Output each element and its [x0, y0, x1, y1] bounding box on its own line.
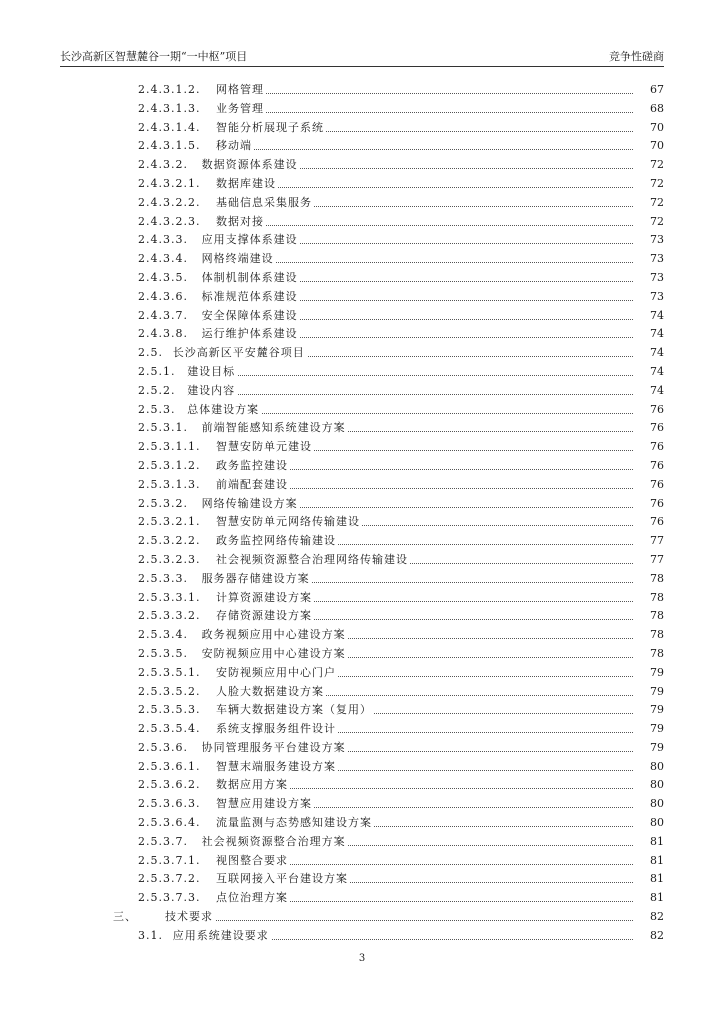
toc-entry-number: 2.5.3.7.: [138, 834, 188, 848]
page-number: 3: [358, 953, 366, 964]
toc-entry-title: 数据对接: [216, 213, 266, 232]
toc-entry-page: 74: [634, 307, 664, 326]
toc-entry-title: 系统支撑服务组件设计: [216, 720, 338, 739]
toc-entry-page: 76: [634, 513, 664, 532]
toc-entry-title: 人脸大数据建设方案: [216, 683, 326, 702]
toc-entry[interactable]: [0, 570, 724, 589]
toc-entry-page: 82: [634, 908, 664, 927]
toc-entry-title: 安全保障体系建设: [202, 307, 300, 326]
toc-entry[interactable]: [0, 589, 724, 608]
toc-entry-page: 79: [634, 701, 664, 720]
toc-entry[interactable]: [0, 476, 724, 495]
table-of-contents: [0, 81, 724, 946]
toc-entry-title: 安防视频应用中心建设方案: [202, 645, 348, 664]
toc-entry-title: 智慧应用建设方案: [216, 795, 314, 814]
toc-entry-number: 2.4.3.6.: [138, 289, 188, 303]
toc-entry-title: 流量监测与态势感知建设方案: [216, 814, 374, 833]
toc-entry-number: 3.1.: [138, 928, 163, 942]
toc-entry-number: 2.5.3.3.1.: [138, 590, 201, 604]
toc-entry-page: 72: [634, 175, 664, 194]
toc-entry-number: 2.5.3.7.3.: [138, 891, 201, 905]
toc-entry[interactable]: [0, 833, 724, 852]
toc-entry-number: 2.5.3.6.4.: [138, 816, 201, 830]
toc-entry-page: 74: [634, 325, 664, 344]
toc-leader-dots: [169, 920, 633, 921]
toc-entry-page: 74: [634, 363, 664, 382]
toc-entry-title: 智慧末端服务建设方案: [216, 758, 338, 777]
toc-entry-number: 2.5.3.6.: [138, 740, 188, 754]
toc-entry-number: 2.5.3.2.2.: [138, 534, 201, 548]
toc-entry-title: 技术要求: [165, 908, 215, 927]
toc-entry-title: 智能分析展现子系统: [216, 119, 326, 138]
toc-entry-title: 网络传输建设方案: [202, 495, 300, 514]
toc-entry-title: 运行维护体系建设: [202, 325, 300, 344]
toc-entry[interactable]: [0, 908, 724, 927]
toc-entry-page: 81: [634, 833, 664, 852]
toc-entry-number: 2.5.3.5.1.: [138, 665, 201, 679]
toc-entry[interactable]: [0, 701, 724, 720]
toc-entry-page: 81: [634, 889, 664, 908]
toc-entry-page: 78: [634, 570, 664, 589]
toc-entry-title: 视图整合要求: [216, 852, 290, 871]
toc-entry-page: 78: [634, 589, 664, 608]
toc-entry-number: 2.5.3.6.2.: [138, 778, 201, 792]
toc-entry-page: 82: [634, 927, 664, 946]
toc-entry-page: 70: [634, 137, 664, 156]
toc-entry-title: 服务器存储建设方案: [202, 570, 312, 589]
toc-entry-number: 2.5.3.1.1.: [138, 440, 201, 454]
toc-entry-page: 78: [634, 645, 664, 664]
toc-entry-number: 2.5.3.2.: [138, 496, 188, 510]
toc-entry-number: 2.5.2.: [138, 383, 176, 397]
toc-entry-number: 2.4.3.4.: [138, 252, 188, 266]
toc-entry-number: 2.5.3.5.2.: [138, 684, 201, 698]
toc-entry-number: 2.4.3.8.: [138, 327, 188, 341]
toc-entry-title: 建设目标: [187, 363, 237, 382]
toc-entry[interactable]: [0, 438, 724, 457]
toc-entry-number: 2.5.3.3.: [138, 571, 188, 585]
toc-entry-title: 车辆大数据建设方案（复用）: [216, 701, 374, 720]
toc-entry-page: 73: [634, 288, 664, 307]
toc-entry-title: 体制机制体系建设: [202, 269, 300, 288]
toc-entry-title: 标准规范体系建设: [202, 288, 300, 307]
toc-leader-dots: [191, 394, 633, 395]
toc-entry-number: 2.5.3.6.3.: [138, 797, 201, 811]
toc-entry-number: 2.5.3.1.3.: [138, 477, 201, 491]
toc-entry-number: 三、: [113, 910, 137, 924]
toc-entry-title: 点位治理方案: [216, 889, 290, 908]
toc-entry[interactable]: [0, 739, 724, 758]
toc-entry-title: 社会视频资源整合治理方案: [202, 833, 348, 852]
toc-entry-page: 76: [634, 457, 664, 476]
toc-entry-number: 2.5.3.7.2.: [138, 872, 201, 886]
toc-entry-number: 2.5.3.5.3.: [138, 703, 201, 717]
toc-entry-number: 2.5.: [138, 346, 163, 360]
toc-entry-number: 2.4.3.1.3.: [138, 101, 201, 115]
page-header: [60, 50, 664, 67]
toc-entry-number: 2.5.3.4.: [138, 628, 188, 642]
toc-entry[interactable]: [0, 626, 724, 645]
toc-entry-number: 2.4.3.2.: [138, 158, 188, 172]
toc-entry[interactable]: [0, 382, 724, 401]
toc-entry[interactable]: [0, 889, 724, 908]
toc-entry-page: 76: [634, 476, 664, 495]
toc-entry[interactable]: [0, 269, 724, 288]
toc-entry[interactable]: [0, 307, 724, 326]
toc-entry[interactable]: [0, 457, 724, 476]
toc-entry-number: 2.4.3.7.: [138, 308, 188, 322]
toc-entry[interactable]: [0, 288, 724, 307]
toc-entry[interactable]: [0, 795, 724, 814]
toc-entry-title: 社会视频资源整合治理网络传输建设: [216, 551, 410, 570]
toc-entry-page: 68: [634, 100, 664, 119]
toc-entry-title: 前端智能感知系统建设方案: [202, 419, 348, 438]
toc-entry[interactable]: [0, 870, 724, 889]
toc-entry-number: 2.4.3.1.2.: [138, 83, 201, 96]
toc-entry[interactable]: [0, 194, 724, 213]
toc-entry-title: 存储资源建设方案: [216, 607, 314, 626]
toc-entry-title: 安防视频应用中心门户: [216, 664, 338, 683]
toc-entry[interactable]: [0, 495, 724, 514]
toc-entry[interactable]: [0, 532, 724, 551]
toc-entry-page: 80: [634, 758, 664, 777]
toc-entry-page: 72: [634, 194, 664, 213]
toc-entry[interactable]: [0, 100, 724, 119]
toc-entry-page: 76: [634, 495, 664, 514]
toc-entry[interactable]: [0, 231, 724, 250]
toc-entry-page: 72: [634, 156, 664, 175]
toc-entry[interactable]: [0, 814, 724, 833]
toc-entry-page: 78: [634, 607, 664, 626]
toc-entry[interactable]: [0, 645, 724, 664]
toc-entry-title: 移动端: [216, 137, 254, 156]
toc-entry[interactable]: [0, 551, 724, 570]
toc-entry-title: 网格管理: [216, 81, 266, 100]
toc-entry-title: 前端配套建设: [216, 476, 290, 495]
toc-entry[interactable]: [0, 419, 724, 438]
toc-entry-page: 81: [634, 852, 664, 871]
toc-entry[interactable]: [0, 213, 724, 232]
toc-entry-page: 77: [634, 551, 664, 570]
toc-entry-number: 2.4.3.2.1.: [138, 176, 201, 190]
toc-leader-dots: [220, 112, 633, 113]
toc-entry-number: 2.5.3.2.3.: [138, 552, 201, 566]
toc-entry-number: 2.4.3.2.3.: [138, 214, 201, 228]
toc-entry-title: 总体建设方案: [187, 401, 261, 420]
toc-entry-title: 政务监控建设: [216, 457, 290, 476]
toc-entry-page: 74: [634, 382, 664, 401]
toc-entry-title: 基础信息采集服务: [216, 194, 314, 213]
toc-entry-page: 79: [634, 664, 664, 683]
toc-entry-number: 2.5.3.5.: [138, 646, 188, 660]
toc-leader-dots: [191, 375, 633, 376]
toc-entry[interactable]: [0, 664, 724, 683]
toc-entry-number: 2.4.3.5.: [138, 270, 188, 284]
toc-entry-page: 78: [634, 626, 664, 645]
toc-entry-number: 2.5.3.1.: [138, 421, 188, 435]
toc-entry-number: 2.5.3.: [138, 402, 176, 416]
toc-entry[interactable]: [0, 344, 724, 363]
toc-entry-title: 应用支撑体系建设: [202, 231, 300, 250]
toc-entry-page: 76: [634, 419, 664, 438]
toc-entry-page: 77: [634, 532, 664, 551]
toc-entry[interactable]: [0, 927, 724, 946]
toc-leader-dots: [220, 225, 633, 226]
toc-entry-number: 2.5.3.1.2.: [138, 458, 201, 472]
toc-entry-title: 网格终端建设: [202, 250, 276, 269]
toc-entry[interactable]: [0, 156, 724, 175]
header-project-title: 长沙高新区智慧麓谷一期“一中枢”项目: [60, 50, 248, 63]
toc-leader-dots: [220, 93, 633, 94]
toc-entry[interactable]: [0, 513, 724, 532]
toc-entry-title: 数据库建设: [216, 175, 278, 194]
toc-entry-page: 70: [634, 119, 664, 138]
toc-entry[interactable]: [0, 363, 724, 382]
toc-entry-number: 2.5.1.: [138, 364, 176, 378]
toc-entry-number: 2.5.3.5.4.: [138, 722, 201, 736]
toc-entry[interactable]: [0, 137, 724, 156]
toc-entry-number: 2.4.3.2.2.: [138, 195, 201, 209]
toc-entry-page: 67: [634, 81, 664, 100]
toc-entry[interactable]: [0, 607, 724, 626]
toc-entry-title: 协同管理服务平台建设方案: [202, 739, 348, 758]
toc-entry-page: 79: [634, 739, 664, 758]
toc-entry-title: 业务管理: [216, 100, 266, 119]
toc-entry[interactable]: [0, 250, 724, 269]
toc-entry-page: 79: [634, 720, 664, 739]
toc-entry[interactable]: [0, 401, 724, 420]
toc-entry[interactable]: [0, 720, 724, 739]
toc-entry-page: 76: [634, 401, 664, 420]
toc-entry-page: 76: [634, 438, 664, 457]
toc-entry-title: 智慧安防单元建设: [216, 438, 314, 457]
toc-entry-title: 应用系统建设要求: [173, 927, 271, 946]
toc-entry-page: 73: [634, 231, 664, 250]
toc-entry[interactable]: [0, 776, 724, 795]
toc-entry-title: 建设内容: [187, 382, 237, 401]
toc-entry-title: 数据资源体系建设: [202, 156, 300, 175]
toc-entry-title: 计算资源建设方案: [216, 589, 314, 608]
toc-entry-page: 73: [634, 250, 664, 269]
toc-leader-dots: [220, 149, 633, 150]
toc-entry-page: 73: [634, 269, 664, 288]
toc-entry-title: 长沙高新区平安麓谷项目: [173, 344, 307, 363]
toc-entry-page: 81: [634, 870, 664, 889]
toc-entry[interactable]: [0, 758, 724, 777]
toc-entry[interactable]: [0, 852, 724, 871]
toc-entry[interactable]: [0, 325, 724, 344]
toc-entry-title: 智慧安防单元网络传输建设: [216, 513, 362, 532]
toc-entry-page: 72: [634, 213, 664, 232]
toc-entry-number: 2.4.3.1.4.: [138, 120, 201, 134]
toc-entry-number: 2.5.3.2.1.: [138, 515, 201, 529]
toc-entry[interactable]: [0, 683, 724, 702]
toc-entry-title: 政务视频应用中心建设方案: [202, 626, 348, 645]
toc-entry[interactable]: [0, 81, 724, 100]
toc-entry-number: 2.5.3.7.1.: [138, 853, 201, 867]
toc-entry-number: 2.4.3.3.: [138, 233, 188, 247]
header-document-type: 竞争性磋商: [609, 50, 664, 63]
toc-entry-page: 74: [634, 344, 664, 363]
toc-entry-page: 80: [634, 776, 664, 795]
toc-entry-title: 政务监控网络传输建设: [216, 532, 338, 551]
toc-entry-number: 2.4.3.1.5.: [138, 139, 201, 153]
toc-entry-page: 80: [634, 795, 664, 814]
toc-entry-page: 80: [634, 814, 664, 833]
toc-entry-page: 79: [634, 683, 664, 702]
toc-entry-title: 数据应用方案: [216, 776, 290, 795]
toc-entry-title: 互联网接入平台建设方案: [216, 870, 350, 889]
toc-entry[interactable]: [0, 119, 724, 138]
toc-entry-number: 2.5.3.3.2.: [138, 609, 201, 623]
toc-entry-number: 2.5.3.6.1.: [138, 759, 201, 773]
toc-leader-dots: [220, 187, 633, 188]
toc-entry[interactable]: [0, 175, 724, 194]
